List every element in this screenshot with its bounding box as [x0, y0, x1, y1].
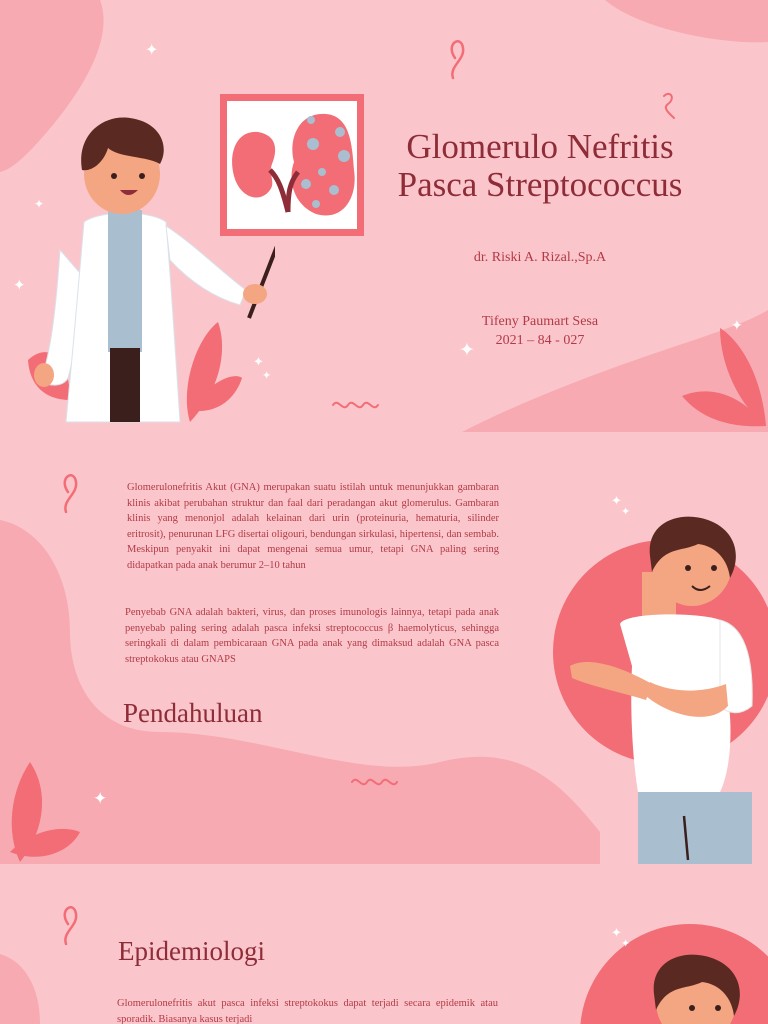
sparkle-icon: ✦ — [621, 505, 631, 518]
person-illustration — [640, 950, 750, 1024]
author-name: dr. Riski A. Rizal.,Sp.A — [473, 250, 607, 265]
slide-title — [0, 0, 768, 432]
sparkle-icon: ✦ — [611, 494, 622, 509]
sparkle-icon: ✦ — [459, 339, 475, 361]
section-heading-pendahuluan: Pendahuluan — [123, 698, 263, 728]
sparkle-icon: ✦ — [731, 318, 743, 334]
sparkle-icon: ✦ — [93, 789, 108, 809]
intro-paragraph-1: Glomerulonefritis Akut (GNA) merupakan suatu istilah untuk menunjukkan gambaran klinis akibat perubahan struktur dan faal dari peradangan akut glomerulus. Gambaran klinis yang menonjol adalah kelainan dari urin (proteinuria, hematuria, silinder eritrosit), penurunan LFG disertai oligouri, bendungan sirkulasi, hipertensi, dan sembab. Meskipun penyakit ini dapat mengenai semua umur, tetapi GNA paling sering didapatkan pada anak berumur 2–10 tahun — [127, 482, 499, 571]
person-illustration — [560, 516, 768, 864]
slide-epidemiologi — [0, 864, 768, 1024]
epidemiologi-paragraph: Glomerulonefritis akut pasca infeksi streptokokus dapat terjadi secara epidemik atau sporadik. Biasanya kasus terjadi — [117, 998, 498, 1024]
doctor-illustration — [20, 110, 275, 432]
student-info — [380, 312, 700, 350]
intro-paragraph-2: Penyebab GNA adalah bakteri, virus, dan proses imunologis lainnya, tetapi pada anak penyebab paling sering adalah pasca infeksi streptococcus β haemolyticus, sehingga seringkali di dalam pembicaraan GNA pada anak yang dimaksud adalah GNA pasca streptokokus atau GNAPS — [125, 607, 499, 665]
title-line-2: Pasca Streptococcus — [397, 165, 683, 204]
sparkle-icon: ✦ — [262, 369, 272, 382]
presentation-title — [380, 128, 700, 204]
student-id: 2021 – 84 - 027 — [495, 333, 585, 348]
title-line-1: Glomerulo Nefritis — [406, 127, 674, 166]
sparkle-icon: ✦ — [611, 926, 622, 941]
sparkle-icon: ✦ — [621, 937, 631, 950]
section-heading-epidemiologi: Epidemiologi — [118, 936, 265, 966]
sparkle-icon: ✦ — [13, 276, 26, 294]
slide-pendahuluan — [0, 432, 768, 864]
sparkle-icon: ✦ — [253, 355, 264, 370]
sparkle-icon: ✦ — [145, 40, 159, 59]
student-name: Tifeny Paumart Sesa — [481, 314, 599, 329]
sparkle-icon: ✦ — [34, 197, 45, 211]
